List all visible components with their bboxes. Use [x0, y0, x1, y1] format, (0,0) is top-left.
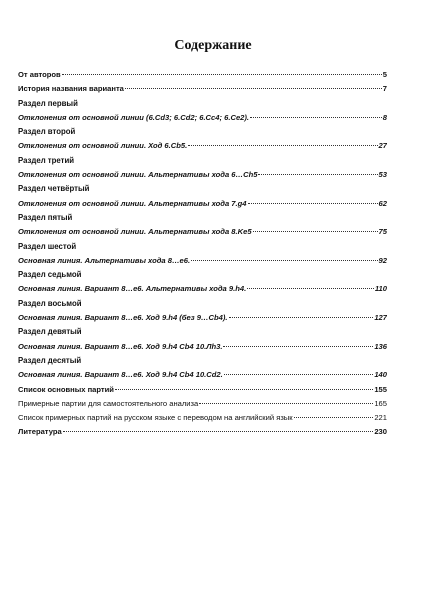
toc-page-number: 110 — [374, 284, 387, 294]
toc-entry-title: Отклонения от основной линии. Альтернативы хода 6…Ch5 — [18, 170, 258, 180]
toc-entry[interactable] — [18, 383, 387, 397]
section-heading: Раздел третий — [18, 155, 75, 165]
table-of-contents — [18, 68, 387, 440]
dot-leader — [188, 145, 377, 146]
page-title: Содержание — [174, 38, 252, 53]
dot-leader — [253, 231, 378, 232]
toc-page-number: 165 — [374, 398, 387, 408]
section-heading: Раздел шестой — [18, 241, 77, 251]
section-heading: Раздел девятый — [18, 327, 82, 337]
toc-entry-title: Литература — [18, 427, 62, 437]
toc-entry[interactable] — [18, 168, 387, 182]
toc-entry-title: Список примерных партий на русском языке с переводом на английский язык — [18, 413, 293, 423]
section-heading: Раздел седьмой — [18, 270, 82, 280]
toc-entry-title: Отклонения от основной линии. Альтернативы хода 7.g4 — [18, 198, 247, 208]
toc-entry[interactable] — [18, 397, 387, 411]
dot-leader — [125, 88, 382, 89]
toc-page-number: 155 — [374, 384, 387, 394]
toc-entry-title: Отклонения от основной линии. Ход 6.Cb5. — [18, 141, 188, 151]
toc-entry[interactable] — [18, 425, 387, 439]
toc-entry-title: Основная линия. Вариант 8…e6. Ход 9.h4 (без 9…Cb4). — [18, 313, 228, 323]
dot-leader — [115, 389, 373, 390]
toc-entry[interactable] — [18, 68, 387, 82]
toc-page-number: 75 — [378, 227, 387, 237]
toc-page-number: 127 — [374, 313, 387, 323]
toc-page-number: 62 — [378, 198, 387, 208]
toc-entry[interactable] — [18, 139, 387, 153]
toc-entry-title: Основная линия. Альтернативы хода 8…e6. — [18, 255, 191, 265]
toc-entry-title: От авторов — [18, 70, 61, 79]
section-heading: Раздел десятый — [18, 355, 82, 365]
toc-entry-title: История названия варианта — [18, 84, 124, 94]
section-heading: Раздел второй — [18, 127, 76, 137]
dot-leader — [223, 346, 373, 347]
dot-leader — [258, 174, 377, 175]
dot-leader — [250, 117, 382, 118]
toc-page-number: 92 — [378, 255, 387, 265]
toc-entry-title: Основная линия. Вариант 8…e6. Ход 9.h4 Cb4 10.Лh3. — [18, 341, 223, 351]
dot-leader — [62, 74, 382, 75]
toc-entry-title: Примерные партии для самостоятельного анализа — [18, 398, 199, 408]
dot-leader — [247, 288, 374, 289]
toc-page-number: 136 — [374, 341, 387, 351]
toc-page-number: 140 — [374, 370, 387, 380]
toc-entry-title: Отклонения от основной линии (6.Cd3; 6.Cd2; 6.Cc4; 6.Ce2). — [18, 112, 250, 122]
section-heading: Раздел восьмой — [18, 298, 82, 308]
toc-page-number: 27 — [378, 141, 387, 151]
toc-entry[interactable] — [18, 111, 387, 125]
section-heading: Раздел пятый — [18, 212, 73, 222]
toc-entry-title: Отклонения от основной линии. Альтернативы хода 8.Ke5 — [18, 227, 252, 237]
toc-page-number: 8 — [382, 112, 387, 122]
dot-leader — [63, 431, 374, 432]
toc-entry-title: Основная линия. Вариант 8…e6. Ход 9.h4 Cb4 10.Cd2. — [18, 370, 223, 380]
toc-entry-title: Основная линия. Вариант 8…e6. Альтернативы хода 9.h4. — [18, 284, 247, 294]
dot-leader — [229, 317, 374, 318]
section-heading: Раздел четвёртый — [18, 184, 90, 194]
dot-leader — [294, 417, 374, 418]
toc-entry[interactable] — [18, 340, 387, 354]
toc-page-number: 5 — [382, 70, 387, 79]
toc-page-number: 230 — [374, 427, 387, 437]
toc-entry[interactable] — [18, 197, 387, 211]
dot-leader — [199, 403, 373, 404]
section-heading: Раздел первый — [18, 98, 78, 108]
toc-page-number: 7 — [382, 84, 387, 94]
toc-entry[interactable] — [18, 411, 387, 425]
toc-page-number: 221 — [374, 413, 387, 423]
dot-leader — [224, 374, 374, 375]
toc-page-number: 53 — [378, 170, 387, 180]
toc-entry[interactable] — [18, 282, 387, 296]
toc-entry[interactable] — [18, 254, 387, 268]
toc-entry[interactable] — [18, 225, 387, 239]
dot-leader — [248, 203, 378, 204]
toc-entry[interactable] — [18, 311, 387, 325]
dot-leader — [191, 260, 377, 261]
toc-entry[interactable] — [18, 368, 387, 382]
toc-entry[interactable] — [18, 82, 387, 96]
toc-entry-title: Список основных партий — [18, 384, 114, 394]
